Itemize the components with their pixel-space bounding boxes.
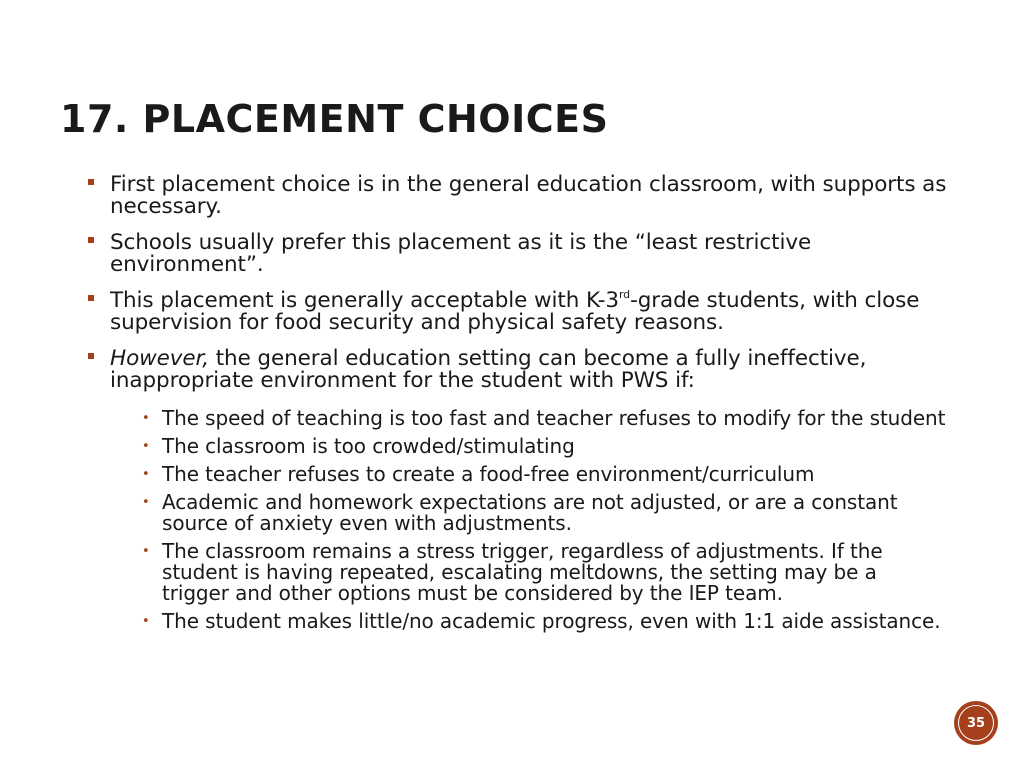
- bullet-text: the general education setting can become a fully ineffective, inappropriate environment for the student with PWS if:: [110, 346, 867, 393]
- sub-bullet-text: The classroom is too crowded/stimulating: [162, 434, 575, 458]
- bullet-emphasis: However,: [110, 346, 209, 371]
- square-bullet-icon: [88, 237, 94, 243]
- sub-bullet-item: [140, 408, 948, 429]
- bullet-item: [88, 290, 948, 334]
- sub-bullet-item: [140, 436, 948, 457]
- sub-bullet-item: [140, 492, 948, 534]
- slide-content: [88, 174, 948, 646]
- round-bullet-icon: •: [142, 411, 150, 426]
- bullet-text-start: This placement is generally acceptable with K-3: [110, 288, 619, 313]
- bullet-text-end: -grade students, with close supervision for food security and physical safety reasons.: [110, 288, 920, 335]
- ordinal-suffix: rd: [618, 288, 631, 301]
- sub-bullet-text: The speed of teaching is too fast and teacher refuses to modify for the student: [162, 406, 946, 430]
- page-number-badge: [954, 701, 998, 745]
- round-bullet-icon: •: [142, 467, 150, 482]
- bullet-text: First placement choice is in the general education classroom, with supports as necessary.: [110, 172, 947, 219]
- sub-bullet-item: [140, 611, 948, 632]
- bullet-item: [88, 232, 948, 276]
- sub-bullet-text: The student makes little/no academic progress, even with 1:1 aide assistance.: [162, 609, 941, 633]
- round-bullet-icon: •: [142, 439, 150, 454]
- square-bullet-icon: [88, 295, 94, 301]
- bullet-text: Schools usually prefer this placement as it is the “least restrictive environment”.: [110, 230, 812, 277]
- sub-bullet-item: [140, 541, 948, 604]
- square-bullet-icon: [88, 353, 94, 359]
- round-bullet-icon: •: [142, 614, 150, 629]
- round-bullet-icon: •: [142, 544, 150, 559]
- page-number: 35: [958, 705, 994, 741]
- bullet-item: [88, 174, 948, 218]
- bullet-item: [88, 348, 948, 632]
- square-bullet-icon: [88, 179, 94, 185]
- sub-bullet-list: [110, 408, 948, 632]
- sub-bullet-item: [140, 464, 948, 485]
- sub-bullet-text: Academic and homework expectations are not adjusted, or are a constant source of anxiety even with adjustments.: [162, 490, 898, 535]
- sub-bullet-text: The teacher refuses to create a food-free environment/curriculum: [162, 462, 815, 486]
- round-bullet-icon: •: [142, 495, 150, 510]
- sub-bullet-text: The classroom remains a stress trigger, regardless of adjustments. If the student is having repeated, escalating meltdowns, the setting may be a trigger and other options must be considered by the IEP team.: [162, 539, 883, 605]
- slide-title: 17. PLACEMENT CHOICES: [60, 97, 609, 141]
